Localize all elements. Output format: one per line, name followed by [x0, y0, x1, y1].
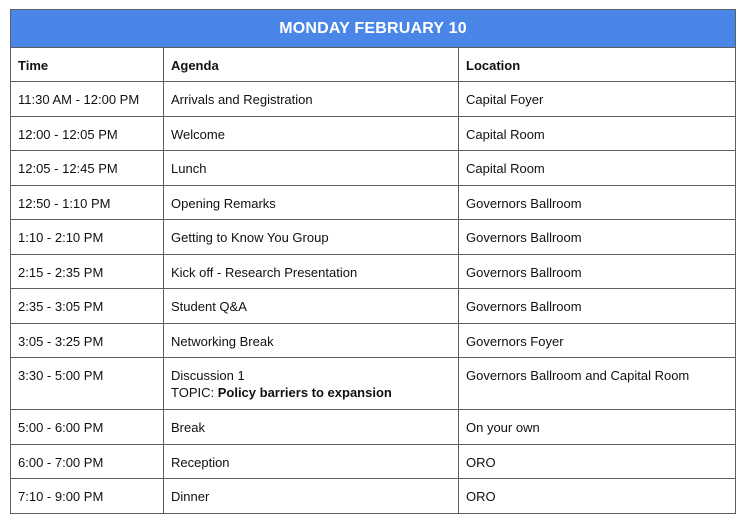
table-row — [11, 151, 736, 186]
agenda-cell: Welcome — [164, 116, 459, 151]
topic-label: TOPIC: — [171, 385, 218, 400]
table-row — [11, 410, 736, 445]
topic-value: Policy barriers to expansion — [217, 385, 392, 400]
table-row — [11, 254, 736, 289]
table-row — [11, 358, 736, 410]
location-cell: Capital Room — [459, 151, 736, 186]
agenda-cell: Student Q&A — [164, 289, 459, 324]
location-cell: Capital Room — [459, 116, 736, 151]
location-cell: ORO — [459, 444, 736, 479]
agenda-table — [10, 9, 736, 514]
time-cell: 12:00 - 12:05 PM — [11, 116, 164, 151]
agenda-cell — [164, 358, 459, 410]
topic-line — [171, 384, 458, 401]
agenda-cell: Kick off - Research Presentation — [164, 254, 459, 289]
column-header-location: Location — [459, 48, 736, 82]
location-cell: Governors Ballroom — [459, 289, 736, 324]
time-cell: 3:05 - 3:25 PM — [11, 323, 164, 358]
location-cell: Governors Ballroom — [459, 185, 736, 220]
table-row — [11, 82, 736, 117]
table-row — [11, 185, 736, 220]
table-row — [11, 289, 736, 324]
agenda-cell: Opening Remarks — [164, 185, 459, 220]
time-cell: 1:10 - 2:10 PM — [11, 220, 164, 255]
location-cell: Capital Foyer — [459, 82, 736, 117]
time-cell: 12:50 - 1:10 PM — [11, 185, 164, 220]
table-row — [11, 479, 736, 514]
location-cell: Governors Ballroom — [459, 220, 736, 255]
agenda-cell: Networking Break — [164, 323, 459, 358]
agenda-cell: Dinner — [164, 479, 459, 514]
agenda-cell: Break — [164, 410, 459, 445]
time-cell: 2:15 - 2:35 PM — [11, 254, 164, 289]
time-cell: 7:10 - 9:00 PM — [11, 479, 164, 514]
table-row — [11, 444, 736, 479]
column-header-agenda: Agenda — [164, 48, 459, 82]
location-cell: ORO — [459, 479, 736, 514]
location-cell: Governors Ballroom and Capital Room — [459, 358, 736, 410]
agenda-cell: Lunch — [164, 151, 459, 186]
column-header-row — [11, 48, 736, 82]
time-cell: 11:30 AM - 12:00 PM — [11, 82, 164, 117]
table-row — [11, 323, 736, 358]
location-cell: Governors Foyer — [459, 323, 736, 358]
agenda-cell: Arrivals and Registration — [164, 82, 459, 117]
time-cell: 2:35 - 3:05 PM — [11, 289, 164, 324]
table-row — [11, 220, 736, 255]
time-cell: 3:30 - 5:00 PM — [11, 358, 164, 410]
time-cell: 6:00 - 7:00 PM — [11, 444, 164, 479]
page-bottom-edge — [0, 514, 746, 523]
time-cell: 5:00 - 6:00 PM — [11, 410, 164, 445]
column-header-time: Time — [11, 48, 164, 82]
table-row — [11, 116, 736, 151]
day-header: MONDAY FEBRUARY 10 — [11, 10, 736, 48]
agenda-cell: Reception — [164, 444, 459, 479]
agenda-cell: Getting to Know You Group — [164, 220, 459, 255]
location-cell: Governors Ballroom — [459, 254, 736, 289]
agenda-title: Discussion 1 — [171, 368, 245, 383]
time-cell: 12:05 - 12:45 PM — [11, 151, 164, 186]
location-cell: On your own — [459, 410, 736, 445]
